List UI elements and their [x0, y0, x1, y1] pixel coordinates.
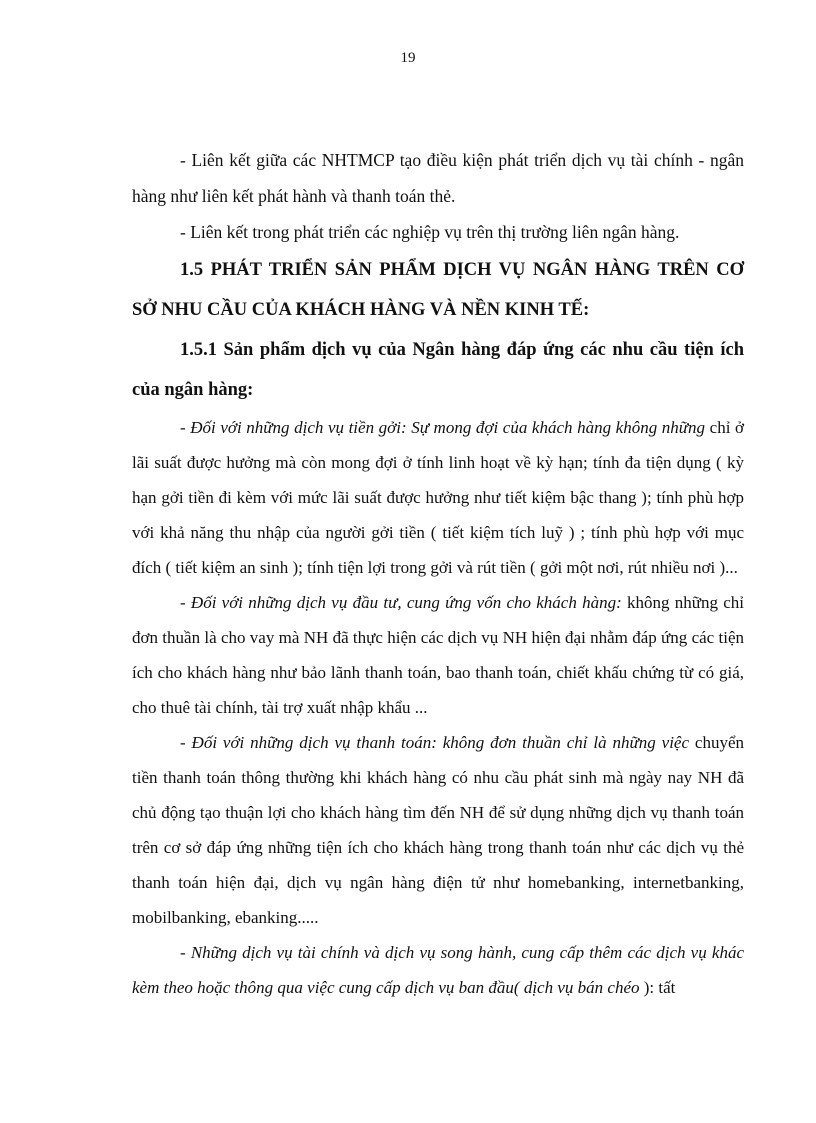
paragraph-text: chỉ ở lãi suất được hưởng mà còn mong đợi ở tính linh hoạt về kỳ hạn; tính đa tiện dụng ( kỳ hạn gởi tiền đi kèm với mức lãi suất được hưởng như tiết kiệm bậc thang ); tính phù hợp với khả năng thu nhập của người gởi tiền ( tiết kiệm tích luỹ ) ; tính phù hợp với mục đích ( tiết kiệm an sinh ); tính tiện lợi trong gởi và rút tiền ( gởi một nơi, rút nhiều nơi )... [132, 418, 744, 577]
page-number: 19 [400, 50, 416, 66]
paragraph-payment-services [132, 725, 744, 935]
paragraph-text: không những chỉ đơn thuần là cho vay mà NH đã thực hiện các dịch vụ NH hiện đại nhằm đáp ứng các tiện ích cho khách hàng như bảo lãnh thanh toán, bao thanh toán, chiết khấu chứng từ có giá, cho thuê tài chính, tài trợ xuất nhập khẩu ... [132, 593, 745, 717]
paragraph-investment-services [132, 585, 744, 725]
paragraph-text: ): tất [639, 978, 676, 997]
document-body [132, 142, 744, 1005]
paragraph-text: chuyển tiền thanh toán thông thường khi khách hàng có nhu cầu phát sinh mà ngày nay NH đã chủ động tạo thuận lợi cho khách hàng tìm đến NH để sử dụng những dịch vụ thanh toán trên cơ sở đáp ứng những tiện ích cho khách hàng trong thanh toán như các dịch vụ thẻ thanh toán hiện đại, dịch vụ ngân hàng điện tử như homebanking, internetbanking, mobilbanking, ebanking..... [132, 733, 744, 927]
paragraph-financial-services [132, 935, 744, 1005]
subsection-heading-1-5-1: 1.5.1 Sản phẩm dịch vụ của Ngân hàng đáp ứng các nhu cầu tiện ích của ngân hàng: [132, 340, 744, 400]
paragraph-interbank: - Liên kết trong phát triển các nghiệp vụ trên thị trường liên ngân hàng. [180, 222, 680, 242]
paragraph-deposit-services [132, 410, 744, 585]
paragraph-lead-italic: - Đối với những dịch vụ đầu tư, cung ứng vốn cho khách hàng: [180, 593, 622, 612]
paragraph-lead-italic: - Đối với những dịch vụ tiền gởi: Sự mong đợi của khách hàng không những [180, 418, 706, 437]
section-heading-1-5: 1.5 PHÁT TRIỂN SẢN PHẨM DỊCH VỤ NGÂN HÀNG TRÊN CƠ SỞ NHU CẦU CỦA KHÁCH HÀNG VÀ NỀN KINH TẾ: [132, 260, 744, 320]
paragraph-bank-links: - Liên kết giữa các NHTMCP tạo điều kiện phát triển dịch vụ tài chính - ngân hàng như liên kết phát hành và thanh toán thẻ. [132, 150, 744, 206]
paragraph-lead-italic: - Đối với những dịch vụ thanh toán: không đơn thuần chỉ là những việc [180, 733, 690, 752]
paragraph-lead-italic: - Những dịch vụ tài chính và dịch vụ song hành, cung cấp thêm các dịch vụ khác kèm theo hoặc thông qua việc cung cấp dịch vụ ban đầu( dịch vụ bán chéo [132, 943, 744, 997]
